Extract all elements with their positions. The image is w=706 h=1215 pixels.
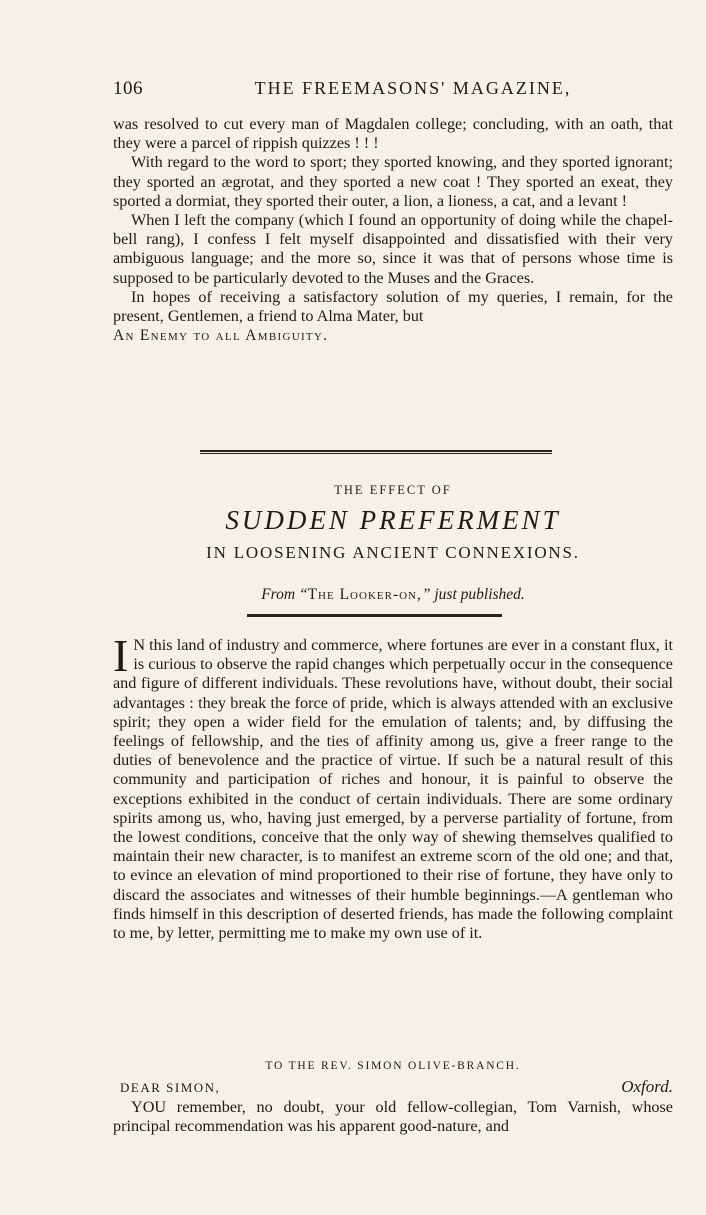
page-header [113,78,673,104]
drop-cap: I [113,630,129,681]
paragraph: In hopes of receiving a satisfactory solution of my queries, I remain, for the present, Gentlemen, a friend to Alma Mater, but [113,287,673,326]
article-text: N this land of industry and commerce, where fortunes are ever in a constant flux, it is curious to observe the rapid changes which perpetually occur in the consequence and figure of different individuals. These revolutions have, without doubt, their social advantages : they break the force of pride, which is always attended with an exclusive spirit; they open a wider field for the emulation of talents; and, by diffusing the feelings of fellowship, and the ties of affinity among us, give a freer range to the duties of benevolence and the practice of virtue. If such be a natural result of this community and participation of riches and honour, it is painful to observe the exceptions exhibited in the conduct of certain individuals. There are some ordinary spirits among us, who, having just emerged, by a perverse partiality of fortune, from the lowest conditions, conceive that the only way of shewing themselves qualified to maintain their new character, is to manifest an extreme scorn of the old one; and that, to evince an elevation of mind proportioned to their rise of fortune, they have only to discard the associates and witnesses of their humble beginnings.—A gentleman who finds himself in this description of deserted friends, has made the following complaint to me, by letter, permitting me to make my own use of it. [113,636,673,943]
article-body [113,630,673,943]
letter-body [113,1098,673,1136]
source-suffix: ” just published. [421,586,525,603]
signature: An Enemy to all Ambiguity. [113,327,329,345]
source-name: The Looker-on, [307,586,422,603]
section-divider [200,450,552,454]
letter-place: Oxford. [621,1077,673,1096]
letter-heading: TO THE REV. SIMON OLIVE-BRANCH. [265,1060,521,1072]
article-subtitle: IN LOOSENING ANCIENT CONNEXIONS. [206,543,580,562]
letter-salutation: DEAR SIMON, [120,1080,221,1095]
running-title: THE FREEMASONS' MAGAZINE, [254,78,572,98]
article-paragraph [113,630,673,943]
title-rule [247,614,502,617]
paragraph: When I left the company (which I found an opportunity of doing while the chapel-bell rang), I confess I felt myself disappointed and dissatisfied with their very ambiguous language; and the more so, since it was that of persons whose time is supposed to be particularly devoted to the Muses and the Graces. [113,211,673,287]
paragraph: With regard to the word to sport; they sported knowing, and they sported ignorant; they sported an ægrotat, and they sported a new coat ! They sported an exeat, they sported a dormiat, they sported their outer, a lion, a lioness, a cat, and a levant ! [113,153,673,210]
letter-salutation-line [120,1077,673,1096]
article-source [113,586,673,604]
page-number: 106 [113,78,143,99]
article-title: SUDDEN PREFERMENT [225,505,561,535]
source-prefix: From “ [261,586,308,603]
letter-paragraph: YOU remember, no doubt, your old fellow-collegian, Tom Varnish, whose principal recommendation was his apparent good-nature, and [113,1098,673,1136]
article-kicker: THE EFFECT OF [334,483,452,497]
previous-article-ending [113,115,673,345]
paragraph: was resolved to cut every man of Magdalen college; concluding, with an oath, that they were a parcel of rippish quizzes ! ! ! [113,115,673,153]
